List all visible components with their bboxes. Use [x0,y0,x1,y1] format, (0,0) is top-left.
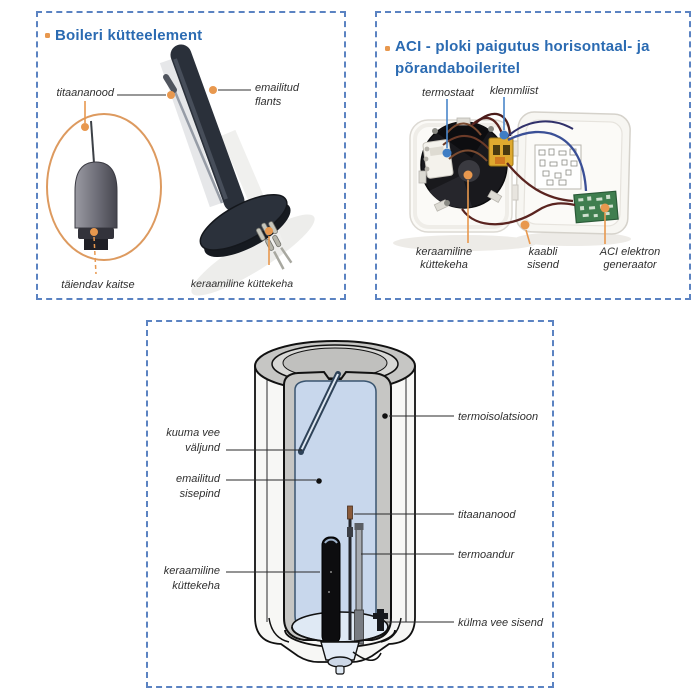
callout-dot [316,478,322,484]
label-termoandur: termoandur [458,549,515,561]
label-kaabli-sisend: kaabli sisend [527,246,559,271]
label-emailitud-sisepind: emailitud sisepind [175,473,220,500]
cap-rod [91,121,94,163]
label-taiendav-kaitse: täiendav kaitse [61,279,135,291]
label-klemmliist: klemmliist [489,85,539,97]
panel-aci-block [375,11,691,300]
label-emailitud-flants: emailitud flants [255,82,300,108]
callout-emailitud-flants [209,86,251,94]
heating-element-illustration [38,13,344,298]
label-kulma-vee-sisend: külma vee sisend [458,617,543,629]
panel2-title-line1: ACI - ploki paigutus horisontaal- ja [395,38,650,55]
callout-klemmliist [500,97,509,140]
panel1-title: Boileri kütteelement [55,27,203,44]
label-kuuma-vee-valjund: kuuma vee väljund [166,427,220,454]
panel2-title-line2: põrandaboileritel [395,60,521,77]
label-titaananood: titaananood [458,509,516,521]
label-aci-generaator: ACI elektron generaator [599,246,661,271]
label-keraamiline-kuttekeha: keraamiline küttekeha [190,278,294,290]
protective-cap [75,162,117,250]
title-bullet-icon [385,46,390,51]
label-keraamiline-kuttekeha: keraamiline küttekeha [163,565,220,592]
panel2-title [395,36,650,80]
label-keraamiline-kuttekeha: keraamiline küttekeha [415,246,473,271]
label-termostaat: termostaat [422,87,474,99]
callout-dot [382,413,388,419]
terminal-block [489,138,513,166]
label-termoisolatsioon: termoisolatsioon [458,411,539,423]
panel-tank-cutaway [146,320,554,688]
aci-pcb [574,191,618,223]
ceramic-heater [322,537,340,644]
panel-heating-element [36,11,346,300]
title-bullet-icon [45,33,50,38]
thermo-sensor [355,523,364,644]
tank-illustration [148,322,552,686]
label-titaananood: titaananood [56,87,114,99]
